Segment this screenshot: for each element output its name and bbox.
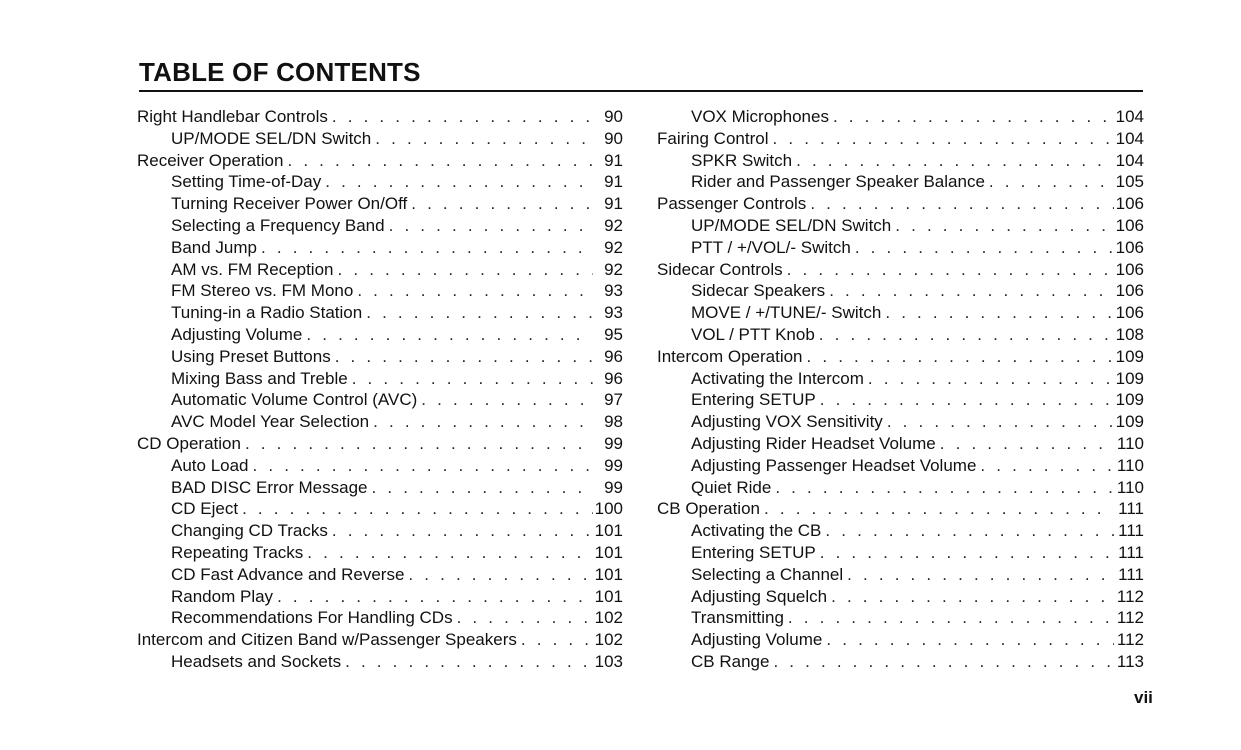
toc-entry [137,237,623,259]
toc-entry-title: Quiet Ride [691,477,772,497]
toc-entry [137,433,623,455]
dot-leader [815,324,1114,346]
toc-entry [657,215,1144,237]
toc-entry-page: 112 [1116,630,1144,650]
toc-entry-page: 109 [1115,390,1144,410]
dot-leader [303,542,593,564]
toc-entry-title: Random Play [171,586,274,606]
toc-entry-title: Band Jump [171,237,257,257]
dot-leader [783,259,1114,281]
toc-entry [657,368,1144,390]
toc-entry-title: Recommendations For Handling CDs [171,608,453,628]
toc-entry-title: Adjusting Rider Headset Volume [691,433,936,453]
toc-entry-page: 103 [594,651,623,671]
toc-entry [657,237,1144,259]
toc-entry-title: CB Operation [657,499,760,519]
toc-entry-title: UP/MODE SEL/DN Switch [691,215,892,235]
toc-entry [657,629,1144,651]
toc-entry-page: 92 [604,259,623,279]
toc-entry-title: CD Eject [171,499,239,519]
toc-right-column [657,106,1144,673]
dot-leader [328,106,593,128]
toc-entry [137,498,623,520]
toc-entry [137,455,623,477]
toc-entry-page: 106 [1115,237,1144,257]
toc-entry-title: Right Handlebar Controls [137,107,328,126]
dot-leader [353,280,593,302]
dot-leader [417,389,593,411]
toc-entry-title: Adjusting VOX Sensitivity [691,412,883,432]
dot-leader [362,302,593,324]
dot-leader [806,193,1114,215]
toc-entry [137,215,623,237]
toc-entry-title: Adjusting Volume [171,324,303,344]
dot-leader [936,433,1114,455]
dot-leader [368,477,594,499]
dot-leader [328,520,593,542]
toc-entry-page: 99 [604,477,623,497]
toc-entry [137,128,623,150]
toc-entry-title: Receiver Operation [137,150,284,170]
toc-entry-title: PTT / +/VOL/- Switch [691,237,851,257]
toc-entry-page: 102 [594,630,623,650]
toc-entry [137,477,623,499]
dot-leader [348,368,593,390]
toc-entry [657,542,1144,564]
toc-entry-title: Rider and Passenger Speaker Balance [691,172,985,192]
toc-entry [137,520,623,542]
dot-leader [976,455,1114,477]
toc-entry [137,607,623,629]
toc-entry-title: Automatic Volume Control (AVC) [171,390,418,410]
dot-leader [760,498,1114,520]
toc-entry-page: 111 [1118,499,1144,519]
toc-entry-page: 111 [1118,542,1144,562]
toc-entry [137,259,623,281]
dot-leader [369,411,593,433]
toc-entry-page: 101 [594,542,623,562]
toc-entry [657,389,1144,411]
toc-entry-title: Entering SETUP [691,542,816,562]
toc-entry-title: UP/MODE SEL/DN Switch [171,128,372,148]
dot-leader [302,324,593,346]
toc-entry [657,411,1144,433]
toc-entry [137,389,623,411]
toc-entry-page: 101 [594,521,623,541]
dot-leader [257,237,593,259]
toc-entry-page: 96 [604,346,623,366]
toc-entry [657,259,1144,281]
dot-leader [851,237,1114,259]
dot-leader [891,215,1114,237]
toc-entry [657,564,1144,586]
dot-leader [283,150,593,172]
toc-entry [137,651,623,673]
toc-entry-page: 92 [604,215,623,235]
toc-entry-title: AM vs. FM Reception [171,259,334,279]
toc-entry-page: 100 [594,499,623,519]
toc-entry [137,586,623,608]
toc-entry [137,280,623,302]
toc-entry-title: FM Stereo vs. FM Mono [171,281,354,301]
toc-entry [137,411,623,433]
toc-entry [137,324,623,346]
toc-entry-title: Adjusting Passenger Headset Volume [691,455,977,475]
toc-entry-title: BAD DISC Error Message [171,477,368,497]
toc-entry-page: 92 [604,237,623,257]
toc-entry-title: Activating the CB [691,521,822,541]
toc-entry-page: 111 [1118,521,1144,541]
toc-entry [657,346,1144,368]
toc-entry-title: Tuning-in a Radio Station [171,303,363,323]
toc-entry-page: 91 [604,150,623,170]
toc-entry-title: Fairing Control [657,128,769,148]
toc-entry [657,302,1144,324]
toc-entry [137,346,623,368]
toc-entry [657,106,1144,128]
toc-entry [137,629,623,651]
toc-entry-title: Intercom Operation [657,346,803,366]
toc-entry [137,193,623,215]
toc-entry-title: Auto Load [171,455,249,475]
dot-leader [821,520,1114,542]
toc-entry [137,150,623,172]
toc-entry-page: 91 [604,194,623,214]
toc-entry [657,171,1144,193]
toc-entry [137,564,623,586]
toc-entry-title: Intercom and Citizen Band w/Passenger Speakers [137,630,517,650]
toc-entry-page: 97 [604,390,623,410]
toc-entry [657,455,1144,477]
toc-entry-page: 105 [1115,172,1144,192]
toc-entry-page: 106 [1115,259,1144,279]
toc-entry-title: Selecting a Channel [691,564,844,584]
toc-entry-title: CD Fast Advance and Reverse [171,564,405,584]
toc-entry-title: Repeating Tracks [171,542,304,562]
toc-entry [657,651,1144,673]
toc-entry-page: 110 [1116,433,1144,453]
toc-entry [657,193,1144,215]
toc-entry [657,128,1144,150]
toc-entry-title: Adjusting Volume [691,630,823,650]
toc-entry [657,280,1144,302]
toc-entry-page: 99 [604,433,623,453]
toc-entry-page: 106 [1115,215,1144,235]
toc-entry-page: 113 [1116,651,1144,671]
dot-leader [371,128,593,150]
toc-entry-page: 90 [604,107,623,126]
dot-leader [771,477,1114,499]
dot-leader [334,259,594,281]
dot-leader [341,651,593,673]
dot-leader [331,346,593,368]
toc-entry-title: Setting Time-of-Day [171,172,322,192]
toc-entry-title: Entering SETUP [691,390,816,410]
toc-entry-page: 106 [1115,194,1144,214]
dot-leader [803,346,1114,368]
toc-entry-title: CD Operation [137,433,241,453]
toc-entry [657,586,1144,608]
toc-entry [657,433,1144,455]
toc-entry-page: 109 [1115,346,1144,366]
dot-leader [249,455,593,477]
toc-entry-title: Activating the Intercom [691,368,864,388]
toc-entry-page: 110 [1116,455,1144,475]
dot-leader [241,433,593,455]
toc-entry [137,368,623,390]
page-title: TABLE OF CONTENTS [139,57,421,87]
toc-entry [657,520,1144,542]
toc-entry-page: 112 [1116,586,1144,606]
toc-entry-page: 93 [604,303,623,323]
toc-entry-page: 91 [604,172,623,192]
toc-entry-page: 111 [1118,564,1144,584]
dot-leader [883,411,1114,433]
toc-entry-page: 106 [1115,303,1144,323]
dot-leader [829,106,1114,128]
toc-entry-page: 104 [1115,150,1144,170]
toc-entry-page: 98 [604,412,623,432]
dot-leader [822,629,1114,651]
dot-leader [784,607,1114,629]
dot-leader [825,280,1114,302]
toc-entry-page: 95 [604,324,623,344]
dot-leader [816,389,1114,411]
dot-leader [404,564,593,586]
dot-leader [273,586,593,608]
toc-entry-title: Sidecar Speakers [691,281,826,301]
toc-entry-page: 101 [594,564,623,584]
toc-entry [137,106,623,128]
dot-leader [792,150,1114,172]
dot-leader [385,215,593,237]
toc-entry-page: 101 [594,586,623,606]
toc-entry [137,302,623,324]
toc-entry [657,150,1144,172]
toc-entry-title: Sidecar Controls [657,259,783,279]
toc-entry-page: 110 [1116,477,1144,497]
title-divider [139,90,1143,92]
toc-entry-title: Using Preset Buttons [171,346,331,366]
toc-entry-page: 104 [1115,128,1144,148]
toc-entry [137,542,623,564]
dot-leader [238,498,593,520]
toc-entry [657,477,1144,499]
dot-leader [881,302,1114,324]
toc-entry-page: 102 [594,608,623,628]
toc-entry-page: 90 [604,128,623,148]
toc-entry-title: Transmitting [691,608,784,628]
toc-entry-page: 109 [1115,412,1144,432]
toc-entry-page: 93 [604,281,623,301]
dot-leader [517,629,593,651]
dot-leader [864,368,1114,390]
toc-entry-title: Changing CD Tracks [171,521,328,541]
dot-leader [769,651,1114,673]
toc-entry-title: MOVE / +/TUNE/- Switch [691,303,882,323]
toc-entry-page: 109 [1115,368,1144,388]
dot-leader [827,586,1114,608]
toc-entry-page: 106 [1115,281,1144,301]
toc-entry-title: SPKR Switch [691,150,793,170]
toc-entry-title: VOL / PTT Knob [691,324,815,344]
toc-entry [657,607,1144,629]
toc-entry-title: Adjusting Squelch [691,586,828,606]
toc-entry-page: 96 [604,368,623,388]
dot-leader [985,171,1114,193]
toc-entry-title: VOX Microphones [691,107,829,126]
toc-entry-page: 104 [1115,107,1144,126]
toc-entry-title: CB Range [691,651,770,671]
toc-entry-title: Turning Receiver Power On/Off [171,194,408,214]
toc-entry-title: Mixing Bass and Treble [171,368,348,388]
dot-leader [843,564,1114,586]
toc-entry-page: 99 [604,455,623,475]
dot-leader [407,193,593,215]
toc-entry-page: 112 [1116,608,1144,628]
toc-entry-title: Passenger Controls [657,194,807,214]
dot-leader [321,171,593,193]
dot-leader [453,607,593,629]
toc-entry-page: 108 [1115,324,1144,344]
dot-leader [816,542,1114,564]
toc-entry-title: Selecting a Frequency Band [171,215,385,235]
toc-entry [657,498,1144,520]
page-number: vii [1134,688,1153,707]
toc-entry [657,324,1144,346]
toc-entry-title: AVC Model Year Selection [171,412,370,432]
toc-left-column [137,106,623,673]
toc-entry-title: Headsets and Sockets [171,651,342,671]
dot-leader [769,128,1115,150]
toc-entry [137,171,623,193]
